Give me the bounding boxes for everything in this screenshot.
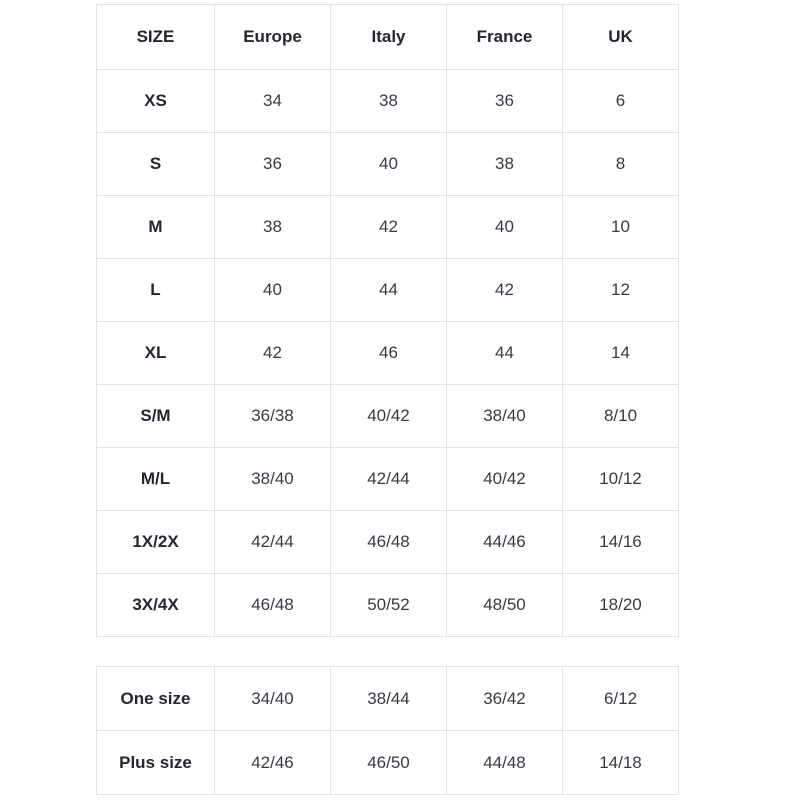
column-header-size: SIZE: [97, 5, 215, 70]
row-label: XS: [97, 70, 215, 133]
cell-italy: 40: [331, 133, 447, 196]
table-row: [97, 133, 679, 196]
cell-uk: 14/16: [563, 511, 679, 574]
table-row: [97, 511, 679, 574]
table-row: [97, 196, 679, 259]
cell-france: 38: [447, 133, 563, 196]
table-row: [97, 259, 679, 322]
table-row: [97, 667, 679, 731]
one-size-conversion-table: [96, 666, 679, 795]
row-label: M/L: [97, 448, 215, 511]
cell-france: 44/46: [447, 511, 563, 574]
table-body: [97, 70, 679, 637]
cell-italy: 40/42: [331, 385, 447, 448]
row-label: S/M: [97, 385, 215, 448]
cell-france: 42: [447, 259, 563, 322]
table-row: [97, 385, 679, 448]
cell-uk: 8: [563, 133, 679, 196]
cell-europe: 46/48: [215, 574, 331, 637]
cell-italy: 46: [331, 322, 447, 385]
cell-europe: 40: [215, 259, 331, 322]
cell-france: 38/40: [447, 385, 563, 448]
cell-uk: 12: [563, 259, 679, 322]
column-header-europe: Europe: [215, 5, 331, 70]
cell-france: 40/42: [447, 448, 563, 511]
cell-europe: 42: [215, 322, 331, 385]
table-row: [97, 70, 679, 133]
cell-uk: 14: [563, 322, 679, 385]
cell-europe: 36: [215, 133, 331, 196]
cell-italy: 44: [331, 259, 447, 322]
cell-europe: 42/46: [215, 731, 331, 795]
cell-europe: 34/40: [215, 667, 331, 731]
cell-france: 36/42: [447, 667, 563, 731]
table-header-row: [97, 5, 679, 70]
table-header: [97, 5, 679, 70]
cell-uk: 6: [563, 70, 679, 133]
column-header-uk: UK: [563, 5, 679, 70]
cell-italy: 38/44: [331, 667, 447, 731]
column-header-italy: Italy: [331, 5, 447, 70]
row-label: 3X/4X: [97, 574, 215, 637]
table-row: [97, 731, 679, 795]
table-body: [97, 667, 679, 795]
cell-france: 44/48: [447, 731, 563, 795]
row-label: One size: [97, 667, 215, 731]
column-header-france: France: [447, 5, 563, 70]
cell-france: 44: [447, 322, 563, 385]
cell-europe: 38: [215, 196, 331, 259]
cell-europe: 36/38: [215, 385, 331, 448]
cell-france: 40: [447, 196, 563, 259]
cell-uk: 6/12: [563, 667, 679, 731]
cell-europe: 34: [215, 70, 331, 133]
secondary-size-table-container: [96, 666, 678, 795]
cell-uk: 8/10: [563, 385, 679, 448]
cell-uk: 10: [563, 196, 679, 259]
cell-uk: 10/12: [563, 448, 679, 511]
row-label: L: [97, 259, 215, 322]
cell-uk: 18/20: [563, 574, 679, 637]
cell-italy: 42/44: [331, 448, 447, 511]
table-row: [97, 448, 679, 511]
cell-europe: 42/44: [215, 511, 331, 574]
table-row: [97, 574, 679, 637]
cell-france: 36: [447, 70, 563, 133]
cell-europe: 38/40: [215, 448, 331, 511]
row-label: Plus size: [97, 731, 215, 795]
cell-italy: 46/48: [331, 511, 447, 574]
cell-italy: 42: [331, 196, 447, 259]
size-conversion-table: [96, 4, 679, 637]
cell-italy: 46/50: [331, 731, 447, 795]
cell-uk: 14/18: [563, 731, 679, 795]
primary-size-table-container: [96, 4, 678, 637]
cell-italy: 38: [331, 70, 447, 133]
row-label: 1X/2X: [97, 511, 215, 574]
cell-france: 48/50: [447, 574, 563, 637]
row-label: S: [97, 133, 215, 196]
cell-italy: 50/52: [331, 574, 447, 637]
table-row: [97, 322, 679, 385]
row-label: M: [97, 196, 215, 259]
row-label: XL: [97, 322, 215, 385]
